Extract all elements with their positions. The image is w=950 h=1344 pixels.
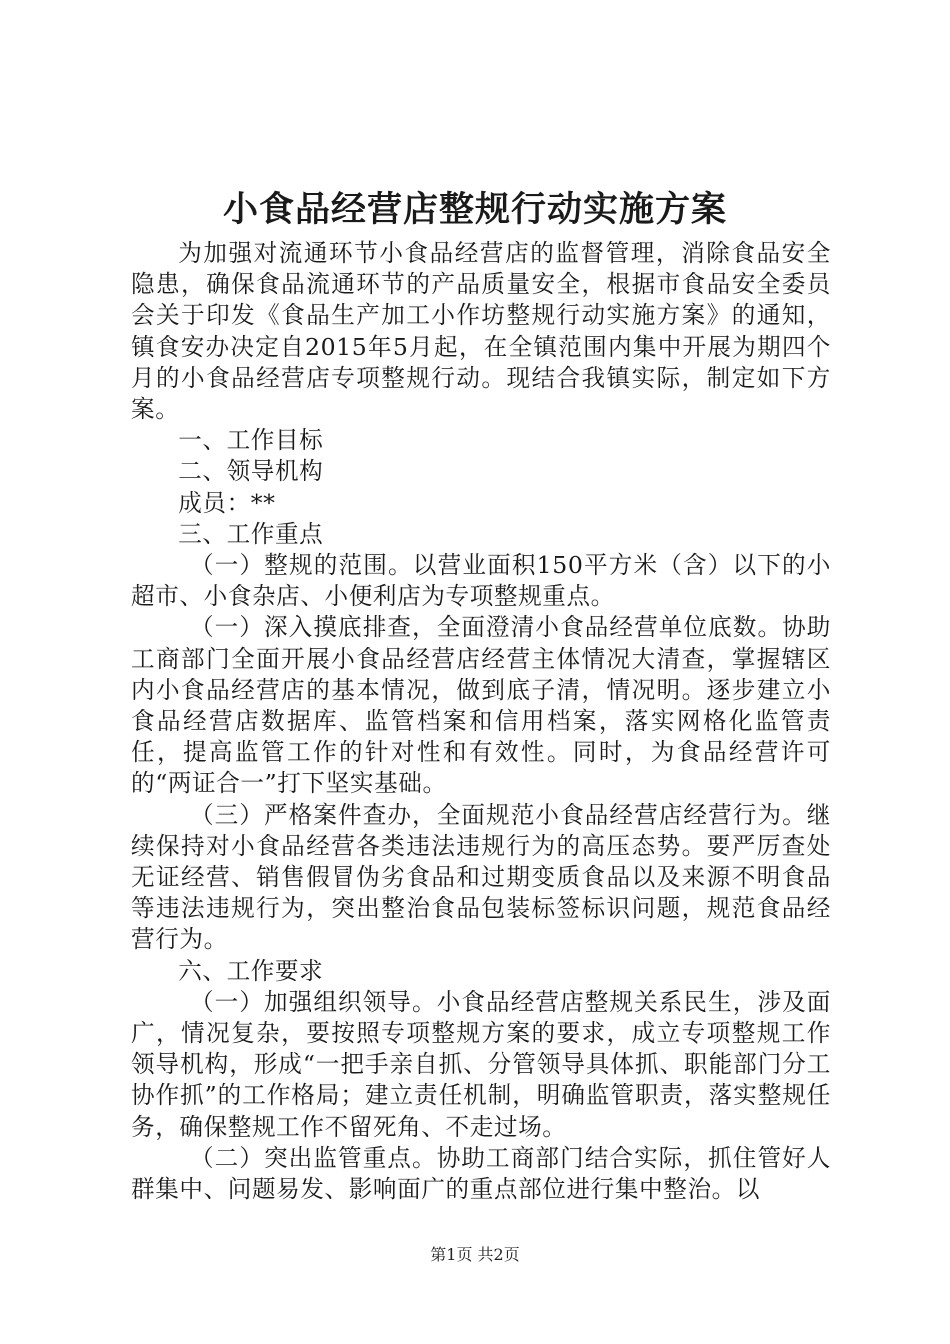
members-line: 成员：** (178, 488, 276, 517)
page-footer: 第1页 共2页 (430, 1245, 520, 1264)
document-title: 小食品经营店整规行动实施方案 (222, 189, 727, 230)
document-body (131, 238, 831, 1205)
paragraph-investigation: （一）深入摸底排查，全面澄清小食品经营单位底数。协助工商部门全面开展小食品经营店经营主体情况大清查，掌握辖区内小食品经营店的基本情况，做到底子清，情况明。逐步建立小食品经营店数据库、监管档案和信用档案，落实网格化监管责任，提高监管工作的针对性和有效性。同时，为食品经营许可的“两证合一”打下坚实基础。 (131, 613, 831, 798)
paragraph-intro: 为加强对流通环节小食品经营店的监督管理，消除食品安全隐患，确保食品流通环节的产品质量安全，根据市食品安全委员会关于印发《食品生产加工小作坊整规行动实施方案》的通知，镇食安办决定自2015年5月起，在全镇范围内集中开展为期四个月的小食品经营店专项整规行动。现结合我镇实际，制定如下方案。 (131, 239, 831, 424)
paragraph-scope: （一）整规的范围。以营业面积150平方米（含）以下的小超市、小食杂店、小便利店为专项整规重点。 (131, 551, 831, 611)
heading-work-focus: 三、工作重点 (178, 519, 324, 548)
paragraph-organization: （一）加强组织领导。小食品经营店整规关系民生，涉及面广，情况复杂，要按照专项整规方案的要求，成立专项整规工作领导机构，形成“一把手亲自抓、分管领导具体抓、职能部门分工协作抓”的工作格局；建立责任机制，明确监管职责，落实整规任务，确保整规工作不留死角、不走过场。 (131, 987, 831, 1141)
heading-work-goal: 一、工作目标 (178, 426, 324, 455)
paragraph-case-handling: （三）严格案件查办，全面规范小食品经营店经营行为。继续保持对小食品经营各类违法违规行为的高压态势。要严厉查处无证经营、销售假冒伪劣食品和过期变质食品以及来源不明食品等违法违规行为，突出整治食品包装标签标识问题，规范食品经营行为。 (131, 800, 831, 954)
heading-leadership: 二、领导机构 (178, 457, 324, 486)
heading-work-requirements: 六、工作要求 (178, 956, 324, 985)
paragraph-supervision: （二）突出监管重点。协助工商部门结合实际，抓住管好人群集中、问题易发、影响面广的重点部位进行集中整治。以 (131, 1143, 831, 1204)
